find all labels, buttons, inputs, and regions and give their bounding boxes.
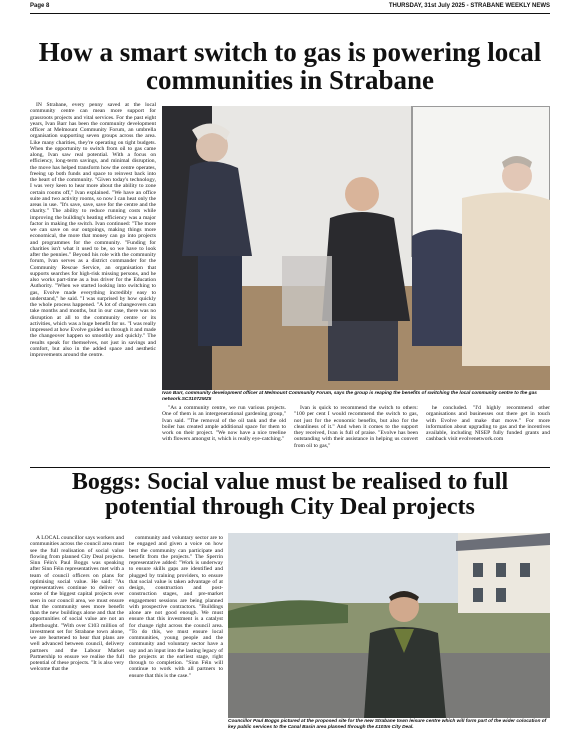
article-text: he concluded. "I'd highly recommend other organisations and businesses out there get in touch with Evolve and make that move." For more information about upgrading to gas and the incentives available, including NISEP fully funded grants and cashback visit evolvenetwork.com [426, 405, 550, 443]
article-text: IN Strabane, every penny saved at the local community centre can mean more support for grassroots projects and vital services. For the past eight years, Ivan Barr has been the community development officer at Melmount Community Forum, an umbrella organisation supporting seven groups across the area. Like many charities, they're operating on tight budgets. When the opportunity to switch from oil to gas came along, Ivan saw real potential. With a focus on efficiency, long-term savings, and minimal disruption, the move has helped transform how the centre operates, freeing up both funds and space to reinvest back into the heart of the community. "Given today's technology, I was very keen to hear more about the ability to zone certain rooms off," Ivan explained. "We have an office suite and two activity rooms, so now I can heat only the areas in use. "It's save, save, save for the centre and the charity." The ability to reduce running costs while improving the building's heating efficiency was a major factor in making the switch. Ivan continued: "The more we can save on our outgoings, making things more economical, the more that money can go into projects and programmes for the community. "Funding for charities isn't what it used to be, so we have to look after the pennies." Beyond his role with the community forum, Ivan serves as a district commander for the Community Rescue Service, an organisation that supports searches for high-risk missing persons, and he also works part-time as a bus driver for the Education Authority. "When we started looking into switching to gas, Evolve made everything incredibly easy to understand," he said. "I was surprised by how quickly the whole process happened. "A lot of changeovers can take months and months, but in our case, there was no disruption at all to the community centre or its activities, which was a huge benefit for us. "I was really impressed at how Evolve guided us through it and made the changeover happen so smoothly and quickly." The results speak for themselves, not just in savings and comfort, but also in the added space and aesthetic improvements around the centre. [30, 102, 156, 358]
article-body-column [294, 405, 418, 465]
page-number: Page 8 [30, 3, 50, 9]
article-photo [162, 106, 550, 390]
article-body-column [426, 405, 550, 465]
article-body-column [30, 535, 124, 733]
article-text: community and voluntary sector are to be engaged and given a voice on how best the community can participate and benefit from the projects." The Sperrin representative added: "Work is underway to ensure skills gaps are identified and plugged by training providers, to ensure that social value is taken advantage of at design, construction and post-construction stages, and pre-market engagement sessions are being planned with prospective contractors. "Buildings alone are not good enough. We must ensure that this investment is a catalyst for change right across the council area. "To do this, we must ensure local communities, young people and the community and voluntary sector have a say and an input into the lasting legacy of the projects at the earliest stage, right through to completion. "Sinn Féin will continue to work with all partners to ensure that this is the case." [129, 535, 223, 679]
article-text: A LOCAL councillor says workers and communities across the council area must see the full realisation of social value flowing from planned City Deal projects. Sinn Féin's Paul Boggs was speaking after Sinn Féin representatives met with a team of council officers on plans for optimising social value. He said: "As representatives continue to deliver on some of the biggest capital projects ever seen in our council area, we must ensure that the community sees more benefit than the new buildings alone and that the opportunities of social value are not an afterthought. "With over £103 million of investment set for Strabane town alone, we are heartened to hear that plans are well advanced between council, delivery partners and the Labour Market Partnership to ensure we realise the full potential of these projects. "It is also very welcome that the [30, 535, 124, 673]
article-headline: Boggs: Social value must be realised to full potential through City Deal projects [71, 469, 509, 521]
photo-community-centre [162, 106, 550, 390]
photo-caption: Ivan Barr, community development officer at Melmount Community Forum, says the group is reaping the benefits of switching the local community centre to the gas network.SC31072MZ5 [162, 391, 537, 402]
dateline: THURSDAY, 31st July 2025 - STRABANE WEEKLY NEWS [388, 3, 550, 9]
photo-caption: Councillor Paul Boggs pictured at the proposed site for the new Strabane town leisure centre which will form part of the wider colocation of key public services to the Canal Basin area planned through the £103m City Deal. [228, 719, 547, 730]
article-body-column [162, 405, 286, 465]
article-divider [30, 467, 550, 468]
photo-leisure-centre-site [228, 533, 550, 718]
article-text: "As a community centre, we run various projects. One of them is an intergenerational gardening group," Ivan said. "The removal of the oil tank and the old boiler has created ample additional space for them to work on their project. "We now have a nice treeline with flowers amongst it, which is really eye-catching." [162, 405, 286, 443]
article-body-column [30, 102, 156, 464]
article-photo [228, 533, 550, 718]
header-rule [30, 13, 550, 14]
article-headline: How a smart switch to gas is powering local communities in Strabane [38, 37, 542, 96]
article-text: Ivan is quick to recommend the switch to others: "100 per cent I would recommend the switch to gas, not just for the economic benefits, but also for the cleanliness of it." And when it comes to the support they received, Ivan is full of praise. "Evolve has been outstanding with their assistance in helping us convert from oil to gas," [294, 405, 418, 449]
article-body-column [129, 535, 223, 733]
